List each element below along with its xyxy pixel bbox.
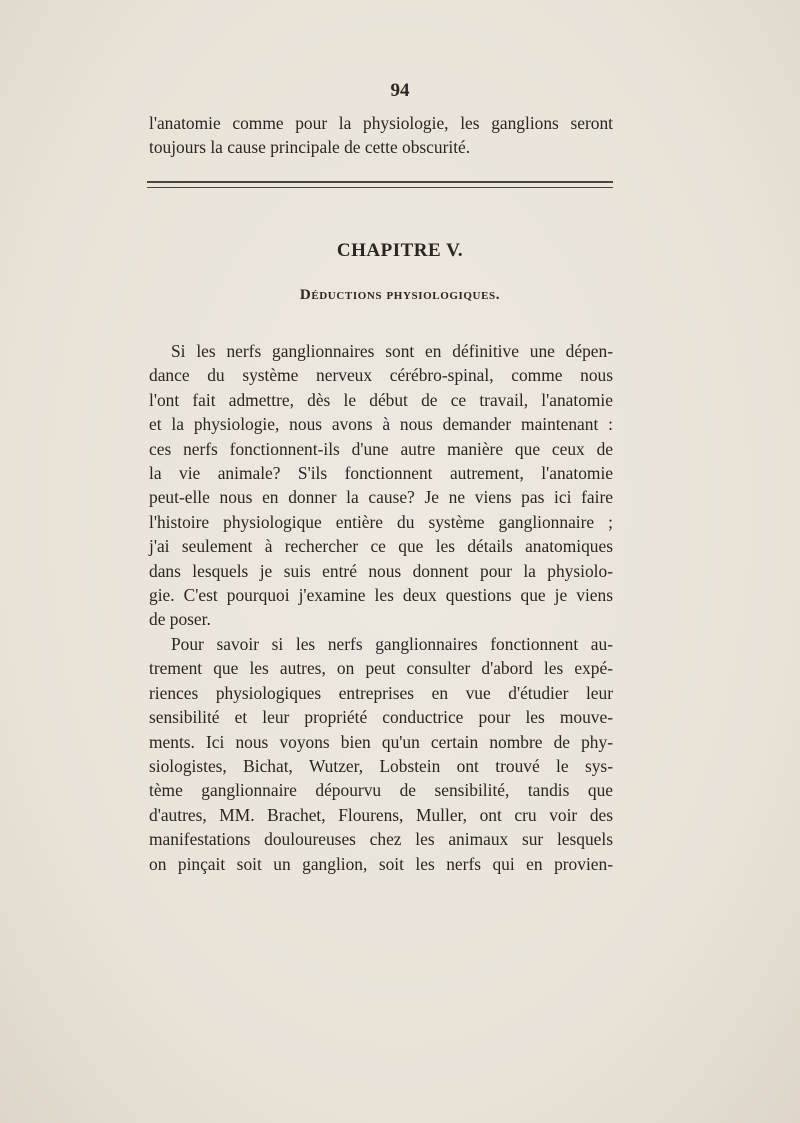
- text-line: de poser.: [149, 609, 211, 630]
- text-line: l'ont fait admettre, dès le début de ce travail, l'anatomie: [149, 389, 613, 410]
- text-line: siologistes, Bichat, Wutzer, Lobstein ont trouvé le sys-: [149, 755, 613, 776]
- text-line: d'autres, MM. Brachet, Flourens, Muller, ont cru voir des: [149, 804, 613, 825]
- text-line: sensibilité et leur propriété conductrice pour les mouve-: [149, 707, 613, 728]
- body-text: [149, 339, 613, 876]
- text-line: Si les nerfs ganglionnaires sont en définitive une dépen-: [171, 341, 613, 361]
- section-title: Déductions physiologiques.: [299, 287, 501, 303]
- page-number: 94: [390, 80, 410, 101]
- text-line: riences physiologiques entreprises en vue d'étudier leur: [149, 682, 613, 703]
- text-line: et la physiologie, nous avons à nous demander maintenant :: [149, 414, 613, 435]
- carryover-text: [149, 111, 613, 160]
- text-line: tème ganglionnaire dépourvu de sensibilité, tandis que: [149, 780, 613, 801]
- paragraph-2: [149, 632, 613, 876]
- text-line: l'anatomie comme pour la physiologie, les ganglions seront: [149, 113, 613, 133]
- text-line: ments. Ici nous voyons bien qu'un certain nombre de phy-: [149, 731, 613, 752]
- text-line: toujours la cause principale de cette obscurité.: [149, 137, 471, 158]
- text-line: l'histoire physiologique entière du système ganglionnaire ;: [149, 511, 613, 532]
- text-line: ces nerfs fonctionnent-ils d'une autre manière que ceux de: [149, 438, 613, 459]
- text-line: peut-elle nous en donner la cause? Je ne viens pas ici faire: [149, 487, 613, 508]
- text-line: Pour savoir si les nerfs ganglionnaires fonctionnent au-: [171, 633, 613, 654]
- section-divider-rule: [147, 181, 613, 188]
- text-line: on pinçait soit un ganglion, soit les nerfs qui en provien-: [149, 853, 613, 874]
- text-line: manifestations douloureuses chez les animaux sur lesquels: [149, 829, 613, 850]
- paragraph-1: [149, 339, 613, 632]
- text-line: dans lesquels je suis entré nous donnent pour la physiolo-: [149, 560, 613, 581]
- text-line: gie. C'est pourquoi j'examine les deux questions que je viens: [149, 585, 613, 606]
- text-line: dance du système nerveux cérébro-spinal, comme nous: [149, 365, 613, 386]
- text-line: la vie animale? S'ils fonctionnent autrement, l'anatomie: [149, 463, 613, 484]
- text-line: trement que les autres, on peut consulter d'abord les expé-: [149, 658, 613, 679]
- text-line: j'ai seulement à rechercher ce que les détails anatomiques: [149, 536, 613, 557]
- chapter-title: CHAPITRE V.: [336, 240, 464, 261]
